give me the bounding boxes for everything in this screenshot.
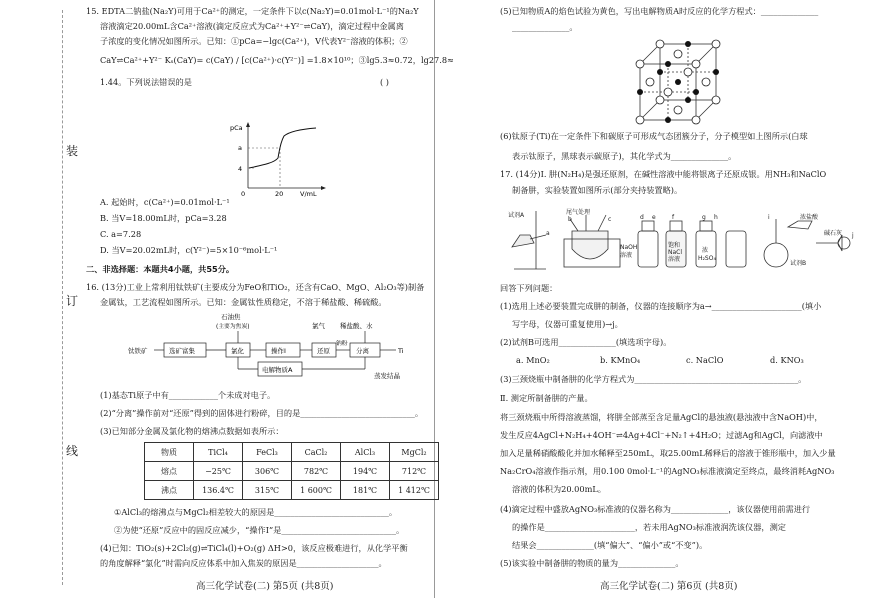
q17-5-line: (5)该实验中制备肼的物质的量为______________。 (500, 558, 684, 568)
q16-sub: ①AlCl₃的熔沸点与MgCl₂相差较大的原因是____________________________。 (114, 507, 398, 517)
q15-line: 15. EDTA二钠盐(Na₂Y)可用于Ca²⁺的测定，一定条件下以c(Na₂Y)=0.01mol·L⁻¹的Na₂Y (86, 6, 419, 16)
graph-origin: 0 (241, 190, 246, 198)
app-label: 饱和 (668, 242, 681, 249)
table-cell: 306℃ (243, 462, 292, 481)
q16-6-line: 表示钛原子，黑球表示碳原子)，其化学式为______________。 (512, 151, 737, 161)
right-page (440, 0, 870, 598)
flow-input-1: 石油焦 (221, 313, 241, 321)
table-cell: 315℃ (243, 481, 292, 500)
flow-start: 钛铁矿 (128, 347, 148, 355)
q17-text: Na₂CrO₄溶液作指示剂，用0.100 0mol·L⁻¹的AgNO₃标准液滴定至终点，最终消耗AgNO₃ (500, 466, 835, 476)
q15-option: D. 当V=20.02mL时，c(Y²⁻)=5×10⁻⁶mol·L⁻¹ (100, 245, 278, 255)
app-letter: c (608, 216, 612, 223)
app-label: NaCl (668, 249, 683, 256)
q16-subquestion: (2)“分离”操作前对“还原”得到的固体进行粉碎，目的是____________________________。 (100, 408, 424, 418)
app-letter: h (714, 214, 718, 221)
q17-question: 回答下列问题： (500, 283, 558, 293)
q15-line: 子浓度的变化情况如图所示。已知：①pCa=−lgc(Ca²⁺)，V代表Y²⁻溶液的体积；② (100, 36, 408, 46)
table-cell: −25℃ (194, 462, 243, 481)
binding-line (62, 10, 63, 585)
q15-option: C. a=7.28 (100, 229, 142, 239)
q16-sub: 的角度解释“氯化”时需向反应体系中加入焦炭的原因是____________________。 (100, 558, 387, 568)
flow-step-4: 还原 (317, 347, 330, 355)
flow-step-1: 选矿富集 (169, 347, 195, 355)
q17-option: c. NaClO (686, 355, 724, 365)
table-cell: 136.4℃ (194, 481, 243, 500)
q17-text: 加入足量稀硝酸酸化并加水稀释至250mL，取25.00mL稀释后的溶液于锥形瓶中，加入少量 (500, 448, 836, 458)
flow-input-3: 稀盐酸、水 (340, 322, 373, 330)
apparatus-diagram (506, 207, 860, 271)
table-cell: 沸点 (145, 481, 194, 500)
table-header-cell: 物质 (145, 443, 194, 462)
app-label: 试剂B (790, 260, 807, 267)
flow-tail: 蒸发结晶 (374, 372, 400, 380)
q16-line: 金属钛，工艺流程如图所示。已知：金属钛性质稳定，不溶于稀盐酸、稀硫酸。 (100, 297, 387, 307)
app-label: 试剂A (508, 212, 525, 219)
graph-ytick-a: a (238, 144, 242, 152)
process-flowchart (128, 312, 418, 380)
q17-4-line: (4)滴定过程中盛放AgNO₃标准液的仪器名称为______________，该仪器使用前需进行 (500, 504, 811, 514)
page-divider (434, 0, 435, 598)
q16-5-line: (5)已知物质A的焰色试验为黄色，写出电解物质A时反应的化学方程式：______________ (500, 6, 819, 16)
app-letter: d (640, 214, 644, 221)
q17-option: b. KMnO₄ (600, 355, 641, 365)
table-header-cell: TiCl₄ (194, 443, 243, 462)
flow-input-mid: 钠粉 (336, 341, 348, 347)
section-ii: Ⅱ. 测定所制备肼的产量。 (500, 393, 593, 403)
melting-boiling-table (144, 442, 439, 500)
app-letter: g (702, 214, 706, 221)
table-cell: 181℃ (341, 481, 390, 500)
q16-sub: (4)已知：TiO₂(s)+2Cl₂(g)⇌TiCl₄(l)+O₂(g) ΔH>0，该反应极难进行，从化学平衡 (100, 543, 408, 553)
graph-xlabel: V/mL (300, 190, 317, 198)
app-letter: e (652, 214, 656, 221)
app-label: 溶液 (668, 256, 681, 263)
q17-option: d. KNO₃ (770, 355, 804, 365)
q16-subquestion: (1)基态Ti原子中有____________个未成对电子。 (100, 390, 276, 400)
table-header-cell: AlCl₃ (341, 443, 390, 462)
q17-question: (1)选用上述必要装置完成肼的制备，仪器的连接顺序为a→______________________(填小 (500, 301, 822, 311)
table-cell: 1 600℃ (292, 481, 341, 500)
q17-question: 写字母，仪器可重复使用)→j。 (512, 319, 623, 329)
flow-step-3: 操作Ⅰ (271, 347, 286, 355)
flow-input-1b: (主要为焦炭) (216, 324, 250, 330)
q17-text: 将三颈烧瓶中所得溶液蒸馏，将肼全部蒸至含足量AgCl的悬浊液(悬浊液中含NaOH)中， (500, 412, 823, 422)
q15-line: CaY⇌Ca²⁺+Y²⁻ Kₛ(CaY)= c(CaY) / [c(Ca²⁺)·c(Y²⁻)] =1.8×10¹⁰；③lg5.3≈0.72，lg27.8≈ (100, 55, 454, 65)
cluster-molecule-model (630, 38, 726, 126)
q16-5-line: ______________。 (512, 22, 578, 32)
app-label: 尾气处理 (566, 209, 591, 216)
app-letter: i (768, 214, 770, 221)
q16-sub: ②为使“还原”反应中的固反应减少，“操作Ⅰ”是____________________________。 (114, 525, 405, 535)
q16-6-line: (6)钛原子(Ti)在一定条件下和碳原子可形成气态团簇分子，分子模型如上图所示(白球 (500, 131, 808, 141)
app-letter: a (546, 230, 550, 237)
q15-option: B. 当V=18.00mL时，pCa=3.28 (100, 213, 227, 223)
q17-question: (2)试剂B可选用______________(填选项字母)。 (500, 337, 672, 347)
app-letter: j (852, 232, 854, 239)
gutter-label-top: 装 (66, 140, 78, 161)
table-cell: 712℃ (390, 462, 439, 481)
app-label: 浓盐酸 (800, 214, 819, 221)
gutter-label-bottom: 线 (66, 440, 78, 461)
q17-option: a. MnO₂ (516, 355, 550, 365)
app-label: H₂SO₄ (698, 255, 716, 262)
table-cell: 194℃ (341, 462, 390, 481)
app-letter: b (568, 216, 572, 223)
q17-3-line: (3)三颈烧瓶中制备肼的化学方程式为________________________________________。 (500, 374, 807, 384)
table-header-cell: FeCl₃ (243, 443, 292, 462)
gutter-label-mid: 订 (66, 290, 78, 311)
pca-titration-graph (228, 118, 338, 198)
q15-line: 1.44。下列说法错误的是 (100, 77, 192, 87)
q17-text: 溶液的体积为20.00mL。 (512, 484, 606, 494)
q17-4-line: 结果会______________(填“偏大”、“偏小”或“不变”)。 (512, 540, 708, 550)
flow-step-5: 分离 (356, 347, 369, 355)
flow-end: Ti (398, 347, 404, 355)
q16-subquestion: (3)已知部分金属及氯化物的熔沸点数据如表所示： (100, 426, 284, 436)
answer-paren: ( ) (380, 77, 389, 87)
q17-4-line: 的操作是______________________，若未用AgNO₃标准液润洗该仪器，测定 (512, 522, 786, 532)
app-label: 浓 (702, 247, 709, 254)
flow-input-2: 氯气 (312, 322, 325, 330)
graph-xtick: 20 (275, 190, 284, 198)
q17-text: 发生反应4AgCl+N₂H₄+4OH⁻⇌4Ag+4Cl⁻+N₂↑+4H₂O；过滤Ag和AgCl，向滤液中 (500, 430, 823, 440)
q17-line: 制备肼，实验装置如图所示(部分夹持装置略)。 (512, 185, 683, 195)
q17-line: 17. (14分)Ⅰ. 肼(N₂H₄)是强还原剂，在碱性溶液中能将银离子还原成银。用NH₃和NaClO (500, 169, 827, 179)
q15-option: A. 起始时，c(Ca²⁺)=0.01mol·L⁻¹ (100, 197, 230, 207)
q15-line: 溶液滴定20.00mL含Ca²⁺溶液(滴定反应式为Ca²⁺+Y²⁻⇌CaY)，滴定过程中金属离 (100, 21, 404, 31)
table-header-cell: CaCl₂ (292, 443, 341, 462)
flow-loop-box: 电解物质A (262, 366, 293, 374)
flow-step-2: 氯化 (231, 347, 244, 355)
app-label: 碱石灰 (824, 230, 843, 237)
app-label: 溶液 (620, 252, 633, 259)
graph-ytick-4: 4 (238, 165, 243, 173)
page-footer-left: 高三化学试卷(二) 第5页 (共8页) (196, 581, 334, 592)
table-cell: 1 412℃ (390, 481, 439, 500)
app-letter: f (672, 214, 675, 221)
table-cell: 熔点 (145, 462, 194, 481)
page-footer-right: 高三化学试卷(二) 第6页 (共8页) (600, 581, 738, 592)
section-heading: 二、非选择题：本题共4小题，共55分。 (86, 264, 235, 274)
table-cell: 782℃ (292, 462, 341, 481)
q16-line: 16. (13分)工业上常利用钛铁矿(主要成分为FeO和TiO₂，还含有CaO、MgO、Al₂O₃等)制备 (86, 282, 425, 292)
graph-ylabel: pCa (230, 124, 243, 132)
table-header-cell: MgCl₂ (390, 443, 439, 462)
app-label: NaOH (620, 244, 638, 251)
